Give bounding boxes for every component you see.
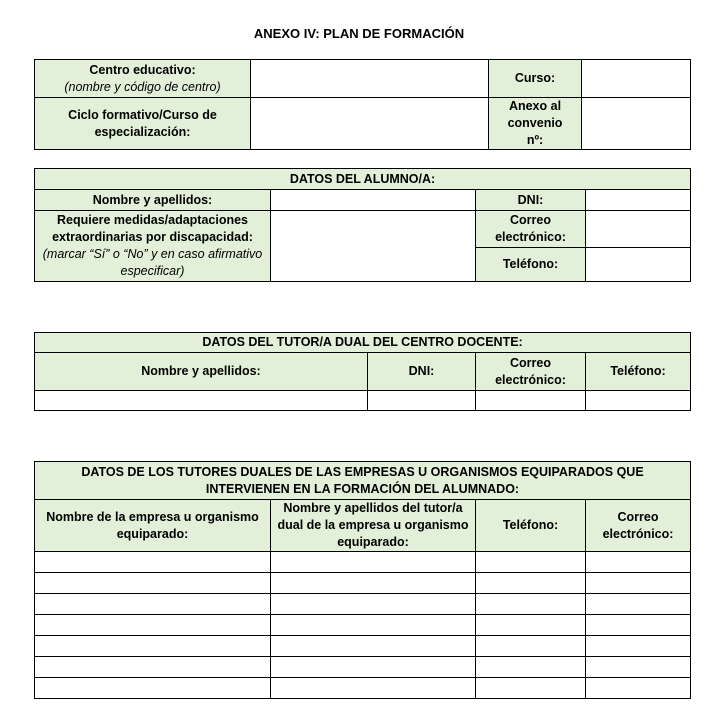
medidas-label: Requiere medidas/adaptaciones extraordinarias por discapacidad: — [52, 213, 253, 244]
ciclo-label: Ciclo formativo/Curso de especialización: — [35, 98, 251, 150]
tutor-nombre-field[interactable] — [35, 391, 368, 411]
correo-field[interactable] — [586, 636, 691, 657]
tutor-field[interactable] — [271, 573, 476, 594]
telefono-field[interactable] — [476, 678, 586, 699]
table-row — [35, 552, 691, 573]
correo-field[interactable] — [586, 552, 691, 573]
column-header-correo: Correo electrónico: — [586, 500, 691, 552]
tutores-empresa-table — [34, 461, 691, 699]
centro-label: Centro educativo: — [89, 62, 196, 77]
table-row — [35, 615, 691, 636]
ciclo-field[interactable] — [251, 98, 489, 150]
alumno-correo-field[interactable] — [586, 211, 691, 248]
curso-label: Curso: — [489, 60, 582, 98]
empresa-field[interactable] — [35, 594, 271, 615]
tutor-field[interactable] — [271, 678, 476, 699]
alumno-dni-field[interactable] — [586, 190, 691, 211]
correo-field[interactable] — [586, 573, 691, 594]
tutor-field[interactable] — [271, 615, 476, 636]
empresa-field[interactable] — [35, 573, 271, 594]
medidas-label-cell — [35, 211, 271, 282]
tutor-field[interactable] — [271, 657, 476, 678]
tutor-correo-field[interactable] — [476, 391, 586, 411]
tutor-centro-header: DATOS DEL TUTOR/A DUAL DEL CENTRO DOCENTE: — [35, 333, 691, 353]
correo-field[interactable] — [586, 615, 691, 636]
empresa-field[interactable] — [35, 657, 271, 678]
column-header-empresa: Nombre de la empresa u organismo equiparado: — [35, 500, 271, 552]
centro-note: (nombre y código de centro) — [64, 79, 221, 94]
telefono-field[interactable] — [476, 657, 586, 678]
tutor-dni-field[interactable] — [368, 391, 476, 411]
document-title: ANEXO IV: PLAN DE FORMACIÓN — [253, 26, 465, 41]
medidas-note: (marcar “Sí” o “No” y en caso afirmativo especificar) — [42, 247, 263, 278]
table-row — [35, 678, 691, 699]
correo-field[interactable] — [586, 678, 691, 699]
empresa-field[interactable] — [35, 552, 271, 573]
curso-field[interactable] — [582, 60, 691, 98]
table-row — [35, 594, 691, 615]
medidas-field[interactable] — [271, 211, 476, 282]
alumno-table — [34, 168, 691, 282]
correo-field[interactable] — [586, 657, 691, 678]
table-row — [35, 657, 691, 678]
tutor-field[interactable] — [271, 636, 476, 657]
alumno-correo-label: Correo electrónico: — [476, 211, 586, 248]
centro-table — [34, 59, 691, 150]
alumno-telefono-field[interactable] — [586, 248, 691, 282]
telefono-field[interactable] — [476, 552, 586, 573]
empresa-field[interactable] — [35, 615, 271, 636]
tutor-correo-label: Correo electrónico: — [476, 353, 586, 391]
alumno-telefono-label: Teléfono: — [476, 248, 586, 282]
alumno-header: DATOS DEL ALUMNO/A: — [35, 169, 691, 190]
tutores-empresa-rows — [35, 552, 691, 699]
telefono-field[interactable] — [476, 615, 586, 636]
column-header-tutor: Nombre y apellidos del tutor/a dual de la empresa u organismo equiparado: — [271, 500, 476, 552]
empresa-field[interactable] — [35, 678, 271, 699]
table-row — [35, 636, 691, 657]
tutor-dni-label: DNI: — [368, 353, 476, 391]
anexo-field[interactable] — [582, 98, 691, 150]
tutores-empresa-column-headers — [35, 500, 691, 552]
alumno-nombre-label: Nombre y apellidos: — [35, 190, 271, 211]
tutor-field[interactable] — [271, 552, 476, 573]
telefono-field[interactable] — [476, 573, 586, 594]
tutor-telefono-field[interactable] — [586, 391, 691, 411]
table-row — [35, 573, 691, 594]
tutor-field[interactable] — [271, 594, 476, 615]
anexo-label: Anexo al convenio nº: — [489, 98, 582, 150]
tutores-empresa-header: DATOS DE LOS TUTORES DUALES DE LAS EMPRESAS U ORGANISMOS EQUIPARADOS QUE INTERVIENEN EN LA FORMACIÓN DEL ALUMNADO: — [35, 462, 691, 500]
tutor-nombre-label: Nombre y apellidos: — [35, 353, 368, 391]
tutor-telefono-label: Teléfono: — [586, 353, 691, 391]
tutor-centro-table — [34, 332, 691, 411]
empresa-field[interactable] — [35, 636, 271, 657]
centro-label-cell — [35, 60, 251, 98]
centro-field[interactable] — [251, 60, 489, 98]
alumno-dni-label: DNI: — [476, 190, 586, 211]
telefono-field[interactable] — [476, 594, 586, 615]
correo-field[interactable] — [586, 594, 691, 615]
column-header-telefono: Teléfono: — [476, 500, 586, 552]
alumno-nombre-field[interactable] — [271, 190, 476, 211]
telefono-field[interactable] — [476, 636, 586, 657]
